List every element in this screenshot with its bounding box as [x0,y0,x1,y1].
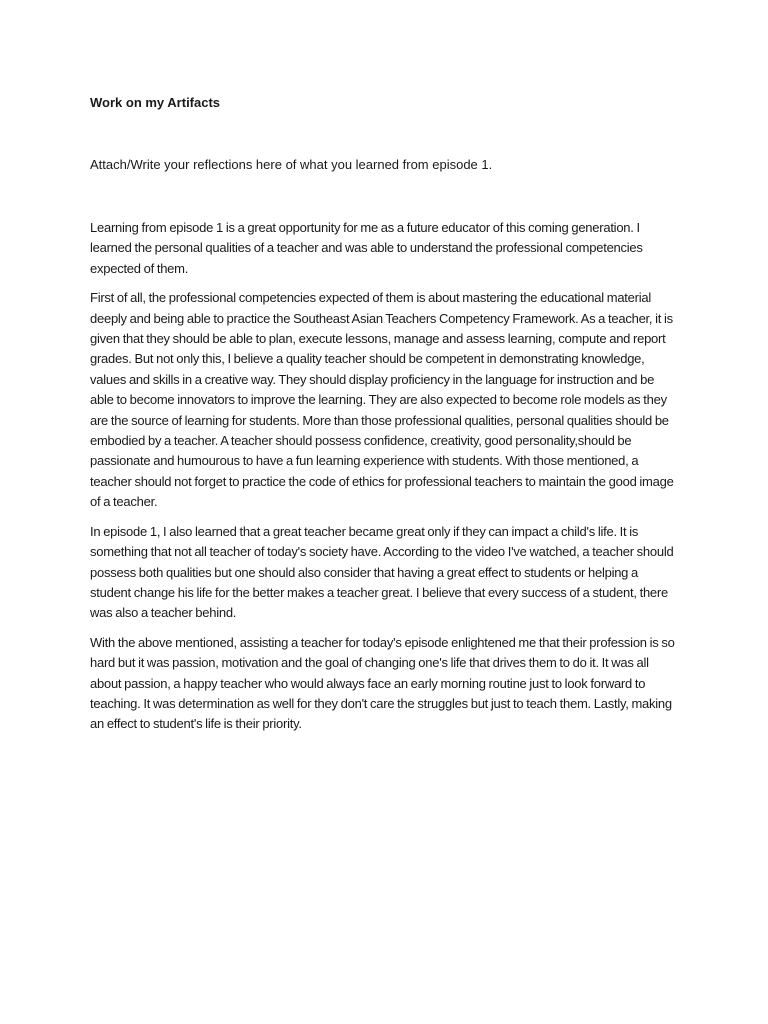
reflection-body [90,218,680,735]
paragraph: First of all, the professional competencies expected of them is about mastering the educational material deeply and being able to practice the Southeast Asian Teachers Competency Framework. As a teacher, it is given that they should be able to plan, execute lessons, manage and assess learning, compute and report grades. But not only this, I believe a quality teacher should be competent in demonstrating knowledge, values and skills in a creative way. They should display proficiency in the language for instruction and be able to become innovators to improve the learning. They are also expected to become role models as they are the source of learning for students. More than those professional qualities, personal qualities should be embodied by a teacher. A teacher should possess confidence, creativity, good personality,should be passionate and humourous to have a fun learning experience with students. With those mentioned, a teacher should not forget to practice the code of ethics for professional teachers to maintain the good image of a teacher. [90,290,674,510]
document-content [90,94,680,744]
paragraph: In episode 1, I also learned that a great teacher became great only if they can impact a child's life. It is something that not all teacher of today's society have. According to the video I've watched, a teacher should possess both qualities but one should also consider that having a great effect to students or helping a student change his life for the better makes a teacher great. I believe that every success of a student, there was also a teacher behind. [90,523,674,621]
paragraph: With the above mentioned, assisting a teacher for today's episode enlightened me that their profession is so hard but it was passion, motivation and the goal of changing one's life that drives them to do it. It was all about passion, a happy teacher who would always face an early morning routine just to look forward to teaching. It was determination as well for they don't care the struggles but just to teach them. Lastly, making an effect to student's life is their priority. [90,634,675,732]
paragraph: Learning from episode 1 is a great opportunity for me as a future educator of this coming generation. I learned the personal qualities of a teacher and was able to understand the professional competencies expected of them. [90,220,643,276]
section-heading: Work on my Artifacts [90,95,221,110]
reflection-prompt: Attach/Write your reflections here of what you learned from episode 1. [90,157,493,172]
